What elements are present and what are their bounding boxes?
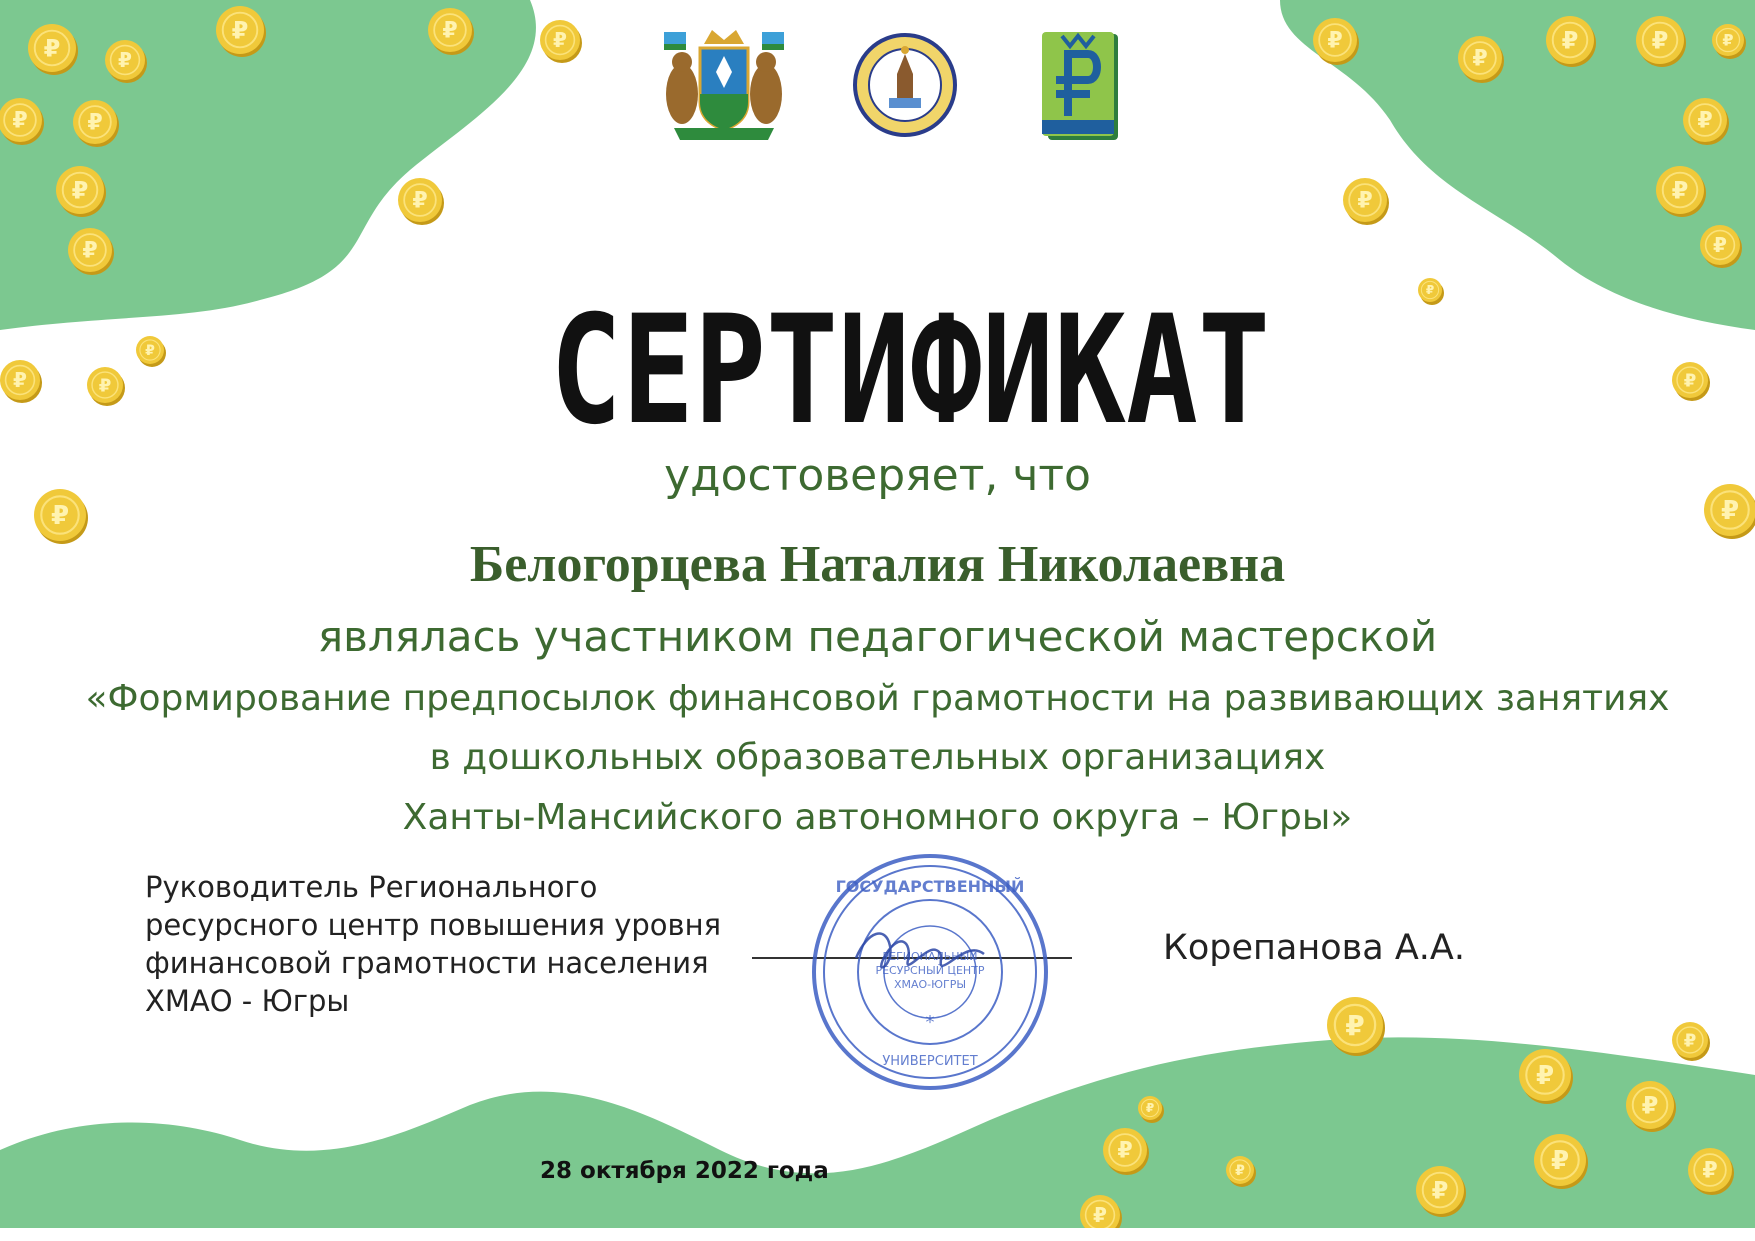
svg-text:УНИВЕРСИТЕТ: УНИВЕРСИТЕТ [882,1054,978,1069]
svg-text:₽: ₽ [1357,188,1373,214]
ruble-coin [136,336,166,367]
svg-text:₽: ₽ [82,238,98,264]
participation-text: являлась участником педагогической мастерской [317,612,1438,661]
ruble-coin [1418,278,1444,305]
svg-text:₽: ₽ [50,501,70,532]
svg-text:₽: ₽ [1425,283,1435,298]
certifies-text: удостоверяет, что [664,450,1091,501]
workshop-title-line-3: Ханты-Мансийского автономного округа – Югры» [402,797,1353,838]
workshop-title-line-1: «Формирование предпосылок финансовой грамотности на развивающих занятиях [85,678,1670,719]
svg-text:₽: ₽ [1345,1008,1365,1042]
ruble-coin [87,367,125,406]
svg-text:₽: ₽ [98,375,112,397]
ruble-coin [1343,178,1389,225]
ruble-coin [1672,362,1710,401]
svg-text:₽: ₽ [412,188,428,214]
ruble-coin [1672,1022,1710,1061]
svg-text:₽: ₽ [1235,1162,1245,1179]
svg-text:₽: ₽ [1702,1158,1718,1184]
certificate-title [540,300,1280,440]
svg-text:₽: ₽ [231,16,249,45]
signer-role-line: ХМАО - Югры [145,984,350,1018]
svg-text:₽: ₽ [1697,108,1713,134]
svg-text:₽: ₽ [1472,46,1488,72]
coat-of-arms-icon [660,24,788,146]
svg-text:₽: ₽ [1720,496,1740,527]
svg-text:ГОСУДАРСТВЕННЫЙ: ГОСУДАРСТВЕННЫЙ [835,877,1025,896]
svg-text:₽: ₽ [13,368,27,392]
svg-text:₽: ₽ [1535,1061,1555,1092]
signer-name: Корепанова А.А. [1163,928,1465,968]
signer-role-line: ресурсного центр повышения уровня [145,908,722,942]
svg-text:₽: ₽ [1722,30,1734,50]
svg-text:₽: ₽ [71,176,89,205]
bottom-strip [0,1228,1755,1241]
workshop-title-line-2: в дошкольных образовательных организациях [429,737,1326,778]
svg-text:ХМАО-ЮГРЫ: ХМАО-ЮГРЫ [893,978,967,991]
svg-text:₽: ₽ [145,342,155,359]
svg-text:₽: ₽ [1145,1101,1155,1116]
svg-text:₽: ₽ [1561,26,1579,55]
ruble-coin [540,20,582,63]
svg-text:₽: ₽ [118,48,132,72]
svg-text:РЕГИОНАЛЬНЫЙ: РЕГИОНАЛЬНЫЙ [882,950,978,963]
signer-role [145,868,745,1020]
svg-text:₽: ₽ [1093,1203,1107,1227]
certificate-date: 28 октября 2022 года [540,1158,829,1184]
svg-text:₽: ₽ [1431,1176,1449,1205]
university-emblem-icon [853,24,957,146]
signer-role-line: Руководитель Регионального [145,870,598,904]
ruble-coin [0,360,42,403]
svg-text:₽: ₽ [1651,26,1669,55]
svg-text:₽: ₽ [1671,176,1689,205]
book-ruble-logo-icon [1040,24,1124,146]
svg-text:₽: ₽ [87,110,103,136]
official-stamp [808,850,1053,1095]
svg-text:₽: ₽ [1117,1138,1133,1164]
svg-text:₽: ₽ [12,108,28,134]
svg-text:₽: ₽ [553,28,567,52]
svg-text:₽: ₽ [43,34,61,63]
recipient-name: Белогорцева Наталия Николаевна [469,536,1286,593]
svg-text:₽: ₽ [1683,1030,1697,1052]
svg-text:₽: ₽ [442,18,458,44]
ruble-coin [398,178,444,225]
svg-text:₽: ₽ [1641,1091,1659,1120]
svg-text:₽: ₽ [1327,28,1343,54]
svg-text:₽: ₽ [1713,233,1727,257]
svg-text:*: * [925,1012,935,1033]
certificate-title-text: СЕРТИФИКАТ [550,300,1270,440]
svg-text:РЕСУРСНЫЙ ЦЕНТР: РЕСУРСНЫЙ ЦЕНТР [875,964,985,977]
signer-role-line: финансовой грамотности населения [145,946,709,980]
svg-text:₽: ₽ [1550,1146,1570,1177]
svg-text:₽: ₽ [1683,370,1697,392]
